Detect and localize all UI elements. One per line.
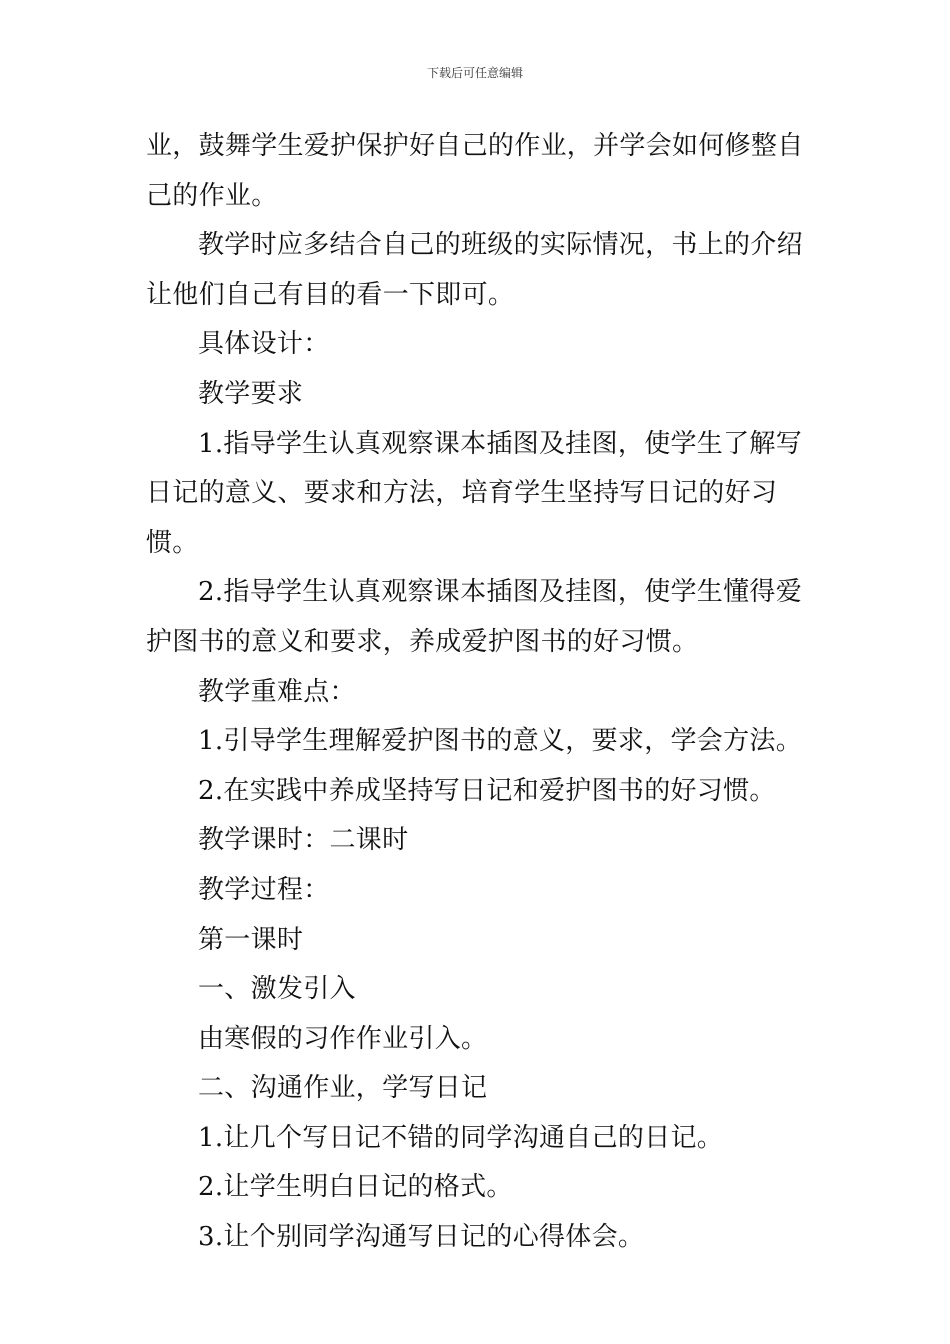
list-item: 3.让个别同学沟通写日记的心得体会。 xyxy=(198,1222,645,1253)
paragraph: 业，鼓舞学生爱护保护好自己的作业，并学会如何修整自己的作业。 xyxy=(146,131,804,211)
list-item: 1.指导学生认真观察课本插图及挂图，使学生了解写日记的意义、要求和方法，培育学生坚持写日记的好习惯。 xyxy=(146,428,803,558)
list-item: 2.让学生明白日记的格式。 xyxy=(198,1172,513,1203)
section-heading: 一、激发引入 xyxy=(198,974,356,1005)
section-heading: 第一课时 xyxy=(198,924,304,955)
section-heading: 教学要求 xyxy=(198,378,304,409)
section-heading: 教学重难点： xyxy=(198,676,356,707)
section-heading: 具体设计： xyxy=(198,329,330,360)
section-heading: 教学课时：二课时 xyxy=(198,825,409,856)
list-item: 1.让几个写日记不错的同学沟通自己的日记。 xyxy=(198,1122,724,1153)
page-header: 下载后可任意编辑 xyxy=(426,66,523,80)
section-heading: 教学过程： xyxy=(198,874,330,905)
paragraph: 教学时应多结合自己的班级的实际情况，书上的介绍让他们自己有目的看一下即可。 xyxy=(146,230,803,310)
list-item: 2.指导学生认真观察课本插图及挂图，使学生懂得爱护图书的意义和要求，养成爱护图书的好习惯。 xyxy=(146,577,803,657)
document-body xyxy=(146,122,814,1263)
paragraph: 由寒假的习作作业引入。 xyxy=(198,1023,488,1054)
list-item: 1.引导学生理解爱护图书的意义，要求，学会方法。 xyxy=(198,726,803,757)
section-heading: 二、沟通作业，学写日记 xyxy=(198,1073,488,1104)
list-item: 2.在实践中养成坚持写日记和爱护图书的好习惯。 xyxy=(198,775,776,806)
